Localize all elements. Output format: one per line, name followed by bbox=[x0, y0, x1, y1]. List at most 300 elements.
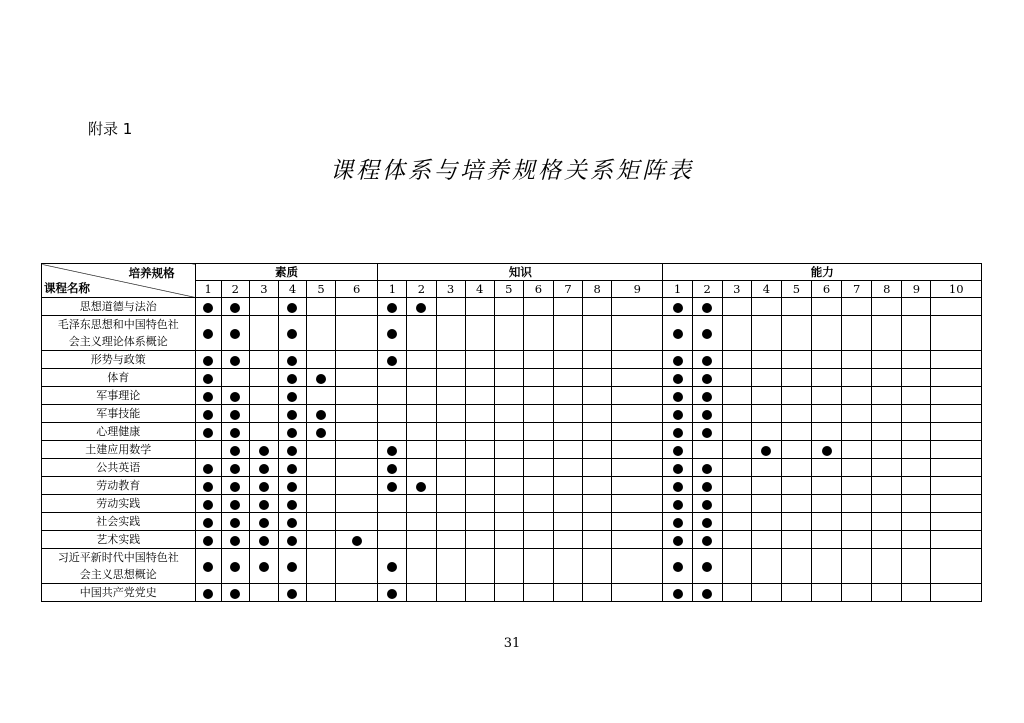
matrix-cell bbox=[553, 316, 582, 351]
matrix-cell bbox=[812, 513, 842, 531]
matrix-cell bbox=[612, 351, 663, 369]
relation-dot-icon bbox=[702, 518, 712, 528]
matrix-cell bbox=[465, 549, 494, 584]
relation-dot-icon bbox=[203, 482, 213, 492]
matrix-cell bbox=[722, 405, 751, 423]
matrix-cell bbox=[781, 298, 811, 316]
course-name-line: 毛泽东思想和中国特色社 bbox=[57, 318, 179, 331]
matrix-cell bbox=[407, 441, 436, 459]
matrix-cell bbox=[751, 369, 781, 387]
matrix-cell bbox=[378, 298, 407, 316]
matrix-cell bbox=[465, 423, 494, 441]
course-name bbox=[42, 531, 196, 549]
matrix-cell bbox=[842, 316, 872, 351]
matrix-cell bbox=[583, 423, 612, 441]
matrix-cell bbox=[465, 369, 494, 387]
matrix-cell bbox=[494, 298, 523, 316]
relation-dot-icon bbox=[203, 464, 213, 474]
relation-dot-icon bbox=[673, 589, 683, 599]
matrix-cell bbox=[812, 459, 842, 477]
relation-dot-icon bbox=[230, 482, 240, 492]
matrix-cell bbox=[336, 441, 378, 459]
matrix-cell bbox=[249, 405, 278, 423]
relation-dot-icon bbox=[316, 410, 326, 420]
relation-dot-icon bbox=[673, 356, 683, 366]
relation-dot-icon bbox=[230, 428, 240, 438]
relation-dot-icon bbox=[702, 464, 712, 474]
course-name bbox=[42, 584, 196, 602]
matrix-cell bbox=[195, 477, 221, 495]
matrix-cell bbox=[931, 531, 982, 549]
matrix-cell bbox=[663, 531, 692, 549]
matrix-cell bbox=[221, 423, 249, 441]
matrix-cell bbox=[583, 387, 612, 405]
relation-dot-icon bbox=[387, 589, 397, 599]
relation-dot-icon bbox=[702, 562, 712, 572]
column-number: 1 bbox=[378, 281, 407, 298]
matrix-cell bbox=[307, 441, 336, 459]
relation-dot-icon bbox=[702, 303, 712, 313]
matrix-cell bbox=[902, 459, 931, 477]
relation-dot-icon bbox=[230, 536, 240, 546]
matrix-cell bbox=[436, 316, 465, 351]
matrix-cell bbox=[407, 513, 436, 531]
course-name bbox=[42, 423, 196, 441]
course-name-line: 军事技能 bbox=[96, 407, 141, 420]
matrix-cell bbox=[195, 423, 221, 441]
matrix-cell bbox=[407, 477, 436, 495]
matrix-cell bbox=[692, 513, 722, 531]
relation-dot-icon bbox=[203, 589, 213, 599]
matrix-cell bbox=[378, 441, 407, 459]
matrix-cell bbox=[195, 549, 221, 584]
matrix-cell bbox=[407, 459, 436, 477]
relation-dot-icon bbox=[259, 518, 269, 528]
relation-dot-icon bbox=[673, 446, 683, 456]
relation-dot-icon bbox=[287, 500, 297, 510]
column-number: 2 bbox=[221, 281, 249, 298]
matrix-cell bbox=[494, 531, 523, 549]
group-header-knowledge: 知识 bbox=[378, 264, 663, 281]
relation-dot-icon bbox=[287, 589, 297, 599]
matrix-cell bbox=[612, 405, 663, 423]
matrix-cell bbox=[612, 387, 663, 405]
matrix-cell bbox=[872, 495, 902, 513]
matrix-cell bbox=[407, 351, 436, 369]
column-number: 5 bbox=[494, 281, 523, 298]
relation-dot-icon bbox=[203, 536, 213, 546]
matrix-cell bbox=[307, 495, 336, 513]
matrix-cell bbox=[195, 298, 221, 316]
matrix-cell bbox=[692, 405, 722, 423]
matrix-cell bbox=[872, 549, 902, 584]
matrix-cell bbox=[307, 549, 336, 584]
matrix-cell bbox=[781, 351, 811, 369]
matrix-cell bbox=[336, 531, 378, 549]
matrix-cell bbox=[336, 298, 378, 316]
matrix-cell bbox=[872, 477, 902, 495]
matrix-cell bbox=[842, 513, 872, 531]
matrix-cell bbox=[842, 549, 872, 584]
matrix-cell bbox=[842, 405, 872, 423]
relation-dot-icon bbox=[287, 482, 297, 492]
relation-dot-icon bbox=[702, 374, 712, 384]
matrix-cell bbox=[221, 477, 249, 495]
matrix-cell bbox=[307, 351, 336, 369]
relation-dot-icon bbox=[230, 518, 240, 528]
matrix-cell bbox=[553, 387, 582, 405]
matrix-cell bbox=[278, 549, 306, 584]
matrix-cell bbox=[931, 369, 982, 387]
relation-dot-icon bbox=[702, 329, 712, 339]
matrix-cell bbox=[494, 387, 523, 405]
relation-dot-icon bbox=[673, 500, 683, 510]
matrix-cell bbox=[407, 495, 436, 513]
matrix-cell bbox=[436, 298, 465, 316]
matrix-cell bbox=[902, 316, 931, 351]
matrix-cell bbox=[812, 477, 842, 495]
relation-dot-icon bbox=[287, 446, 297, 456]
matrix-cell bbox=[812, 298, 842, 316]
matrix-cell bbox=[812, 351, 842, 369]
relation-dot-icon bbox=[316, 428, 326, 438]
corner-cell bbox=[42, 264, 196, 298]
matrix-cell bbox=[722, 477, 751, 495]
matrix-cell bbox=[307, 531, 336, 549]
relation-dot-icon bbox=[259, 482, 269, 492]
matrix-cell bbox=[307, 584, 336, 602]
relation-dot-icon bbox=[702, 536, 712, 546]
matrix-cell bbox=[494, 584, 523, 602]
course-name bbox=[42, 549, 196, 584]
column-number: 7 bbox=[553, 281, 582, 298]
matrix-cell bbox=[612, 459, 663, 477]
matrix-cell bbox=[812, 584, 842, 602]
matrix-cell bbox=[692, 351, 722, 369]
matrix-cell bbox=[553, 584, 582, 602]
relation-dot-icon bbox=[259, 536, 269, 546]
matrix-cell bbox=[612, 549, 663, 584]
matrix-cell bbox=[931, 298, 982, 316]
matrix-cell bbox=[663, 298, 692, 316]
relation-dot-icon bbox=[673, 428, 683, 438]
matrix-cell bbox=[336, 495, 378, 513]
matrix-cell bbox=[663, 351, 692, 369]
matrix-cell bbox=[307, 477, 336, 495]
table-row bbox=[42, 405, 982, 423]
matrix-cell bbox=[278, 369, 306, 387]
course-name-line: 艺术实践 bbox=[96, 533, 141, 546]
matrix-cell bbox=[872, 459, 902, 477]
matrix-cell bbox=[195, 441, 221, 459]
relation-dot-icon bbox=[387, 464, 397, 474]
matrix-cell bbox=[663, 495, 692, 513]
matrix-cell bbox=[931, 477, 982, 495]
matrix-cell bbox=[553, 351, 582, 369]
course-name bbox=[42, 459, 196, 477]
relation-dot-icon bbox=[673, 464, 683, 474]
matrix-cell bbox=[612, 298, 663, 316]
relation-dot-icon bbox=[203, 303, 213, 313]
matrix-cell bbox=[465, 405, 494, 423]
matrix-cell bbox=[842, 531, 872, 549]
relation-dot-icon bbox=[259, 500, 269, 510]
matrix-cell bbox=[902, 513, 931, 531]
matrix-cell bbox=[842, 369, 872, 387]
relation-dot-icon bbox=[387, 303, 397, 313]
matrix-cell bbox=[465, 459, 494, 477]
course-name bbox=[42, 298, 196, 316]
relation-dot-icon bbox=[287, 374, 297, 384]
matrix-cell bbox=[722, 441, 751, 459]
matrix-cell bbox=[902, 584, 931, 602]
matrix-cell bbox=[812, 423, 842, 441]
matrix-cell bbox=[249, 495, 278, 513]
matrix-cell bbox=[523, 477, 553, 495]
matrix-cell bbox=[336, 387, 378, 405]
matrix-cell bbox=[751, 441, 781, 459]
matrix-cell bbox=[902, 441, 931, 459]
matrix-cell bbox=[278, 387, 306, 405]
matrix-cell bbox=[612, 441, 663, 459]
matrix-cell bbox=[902, 405, 931, 423]
relation-dot-icon bbox=[287, 428, 297, 438]
matrix-cell bbox=[842, 441, 872, 459]
matrix-cell bbox=[195, 351, 221, 369]
relation-dot-icon bbox=[673, 392, 683, 402]
matrix-cell bbox=[692, 423, 722, 441]
column-number: 8 bbox=[872, 281, 902, 298]
matrix-cell bbox=[465, 584, 494, 602]
relation-dot-icon bbox=[203, 562, 213, 572]
matrix-cell bbox=[523, 549, 553, 584]
course-name bbox=[42, 387, 196, 405]
relation-dot-icon bbox=[702, 410, 712, 420]
matrix-cell bbox=[692, 441, 722, 459]
matrix-cell bbox=[278, 423, 306, 441]
matrix-cell bbox=[221, 405, 249, 423]
matrix-cell bbox=[378, 584, 407, 602]
matrix-cell bbox=[407, 298, 436, 316]
relation-dot-icon bbox=[761, 446, 771, 456]
matrix-cell bbox=[842, 387, 872, 405]
matrix-cell bbox=[663, 387, 692, 405]
relation-dot-icon bbox=[316, 374, 326, 384]
matrix-cell bbox=[221, 369, 249, 387]
matrix-cell bbox=[553, 513, 582, 531]
table-row bbox=[42, 477, 982, 495]
matrix-cell bbox=[583, 513, 612, 531]
matrix-cell bbox=[249, 531, 278, 549]
matrix-cell bbox=[378, 459, 407, 477]
course-name bbox=[42, 369, 196, 387]
matrix-cell bbox=[553, 369, 582, 387]
matrix-cell bbox=[872, 405, 902, 423]
matrix-cell bbox=[751, 584, 781, 602]
matrix-cell bbox=[249, 351, 278, 369]
matrix-cell bbox=[553, 477, 582, 495]
relation-dot-icon bbox=[822, 446, 832, 456]
matrix-cell bbox=[872, 298, 902, 316]
course-name-line: 公共英语 bbox=[96, 461, 141, 474]
matrix-cell bbox=[722, 351, 751, 369]
relation-dot-icon bbox=[702, 356, 712, 366]
matrix-cell bbox=[872, 351, 902, 369]
matrix-cell bbox=[931, 584, 982, 602]
matrix-cell bbox=[722, 387, 751, 405]
relation-dot-icon bbox=[203, 518, 213, 528]
relation-dot-icon bbox=[259, 464, 269, 474]
matrix-cell bbox=[278, 513, 306, 531]
matrix-cell bbox=[812, 441, 842, 459]
matrix-cell bbox=[494, 369, 523, 387]
course-name-line: 军事理论 bbox=[96, 389, 141, 402]
matrix-cell bbox=[195, 531, 221, 549]
matrix-cell bbox=[583, 495, 612, 513]
table-row bbox=[42, 387, 982, 405]
matrix-cell bbox=[842, 584, 872, 602]
relation-dot-icon bbox=[673, 562, 683, 572]
matrix-cell bbox=[842, 423, 872, 441]
relation-dot-icon bbox=[203, 329, 213, 339]
matrix-cell bbox=[249, 513, 278, 531]
matrix-cell bbox=[872, 423, 902, 441]
relation-dot-icon bbox=[287, 518, 297, 528]
matrix-cell bbox=[692, 584, 722, 602]
matrix-cell bbox=[336, 459, 378, 477]
matrix-cell bbox=[842, 495, 872, 513]
matrix-cell bbox=[494, 405, 523, 423]
matrix-cell bbox=[812, 369, 842, 387]
matrix-cell bbox=[751, 549, 781, 584]
matrix-cell bbox=[221, 387, 249, 405]
matrix-cell bbox=[751, 387, 781, 405]
matrix-cell bbox=[902, 298, 931, 316]
course-name bbox=[42, 405, 196, 423]
matrix-cell bbox=[902, 549, 931, 584]
course-name-line: 习近平新时代中国特色社 bbox=[57, 551, 179, 564]
matrix-cell bbox=[751, 495, 781, 513]
relation-dot-icon bbox=[259, 562, 269, 572]
matrix-cell bbox=[336, 369, 378, 387]
table-row bbox=[42, 459, 982, 477]
column-number: 10 bbox=[931, 281, 982, 298]
matrix-cell bbox=[872, 316, 902, 351]
matrix-cell bbox=[781, 531, 811, 549]
matrix-cell bbox=[663, 369, 692, 387]
course-name-line: 劳动教育 bbox=[96, 479, 141, 492]
matrix-cell bbox=[494, 495, 523, 513]
matrix-cell bbox=[249, 459, 278, 477]
matrix-cell bbox=[523, 513, 553, 531]
column-number: 5 bbox=[307, 281, 336, 298]
matrix-cell bbox=[781, 316, 811, 351]
relation-dot-icon bbox=[287, 536, 297, 546]
matrix-cell bbox=[336, 423, 378, 441]
matrix-cell bbox=[663, 459, 692, 477]
matrix-cell bbox=[781, 405, 811, 423]
column-number: 6 bbox=[336, 281, 378, 298]
matrix-cell bbox=[612, 531, 663, 549]
matrix-cell bbox=[583, 298, 612, 316]
matrix-cell bbox=[336, 351, 378, 369]
matrix-cell bbox=[465, 513, 494, 531]
matrix-cell bbox=[583, 405, 612, 423]
matrix-cell bbox=[195, 459, 221, 477]
matrix-cell bbox=[553, 441, 582, 459]
relation-dot-icon bbox=[230, 392, 240, 402]
table-row bbox=[42, 423, 982, 441]
matrix-cell bbox=[307, 405, 336, 423]
relation-dot-icon bbox=[673, 303, 683, 313]
relation-dot-icon bbox=[673, 536, 683, 546]
matrix-cell bbox=[523, 369, 553, 387]
matrix-cell bbox=[931, 549, 982, 584]
matrix-cell bbox=[307, 316, 336, 351]
matrix-cell bbox=[465, 441, 494, 459]
relation-dot-icon bbox=[416, 303, 426, 313]
matrix-cell bbox=[692, 531, 722, 549]
relation-dot-icon bbox=[352, 536, 362, 546]
group-header-ability: 能力 bbox=[663, 264, 982, 281]
matrix-cell bbox=[494, 459, 523, 477]
relation-dot-icon bbox=[287, 356, 297, 366]
relation-dot-icon bbox=[702, 500, 712, 510]
matrix-cell bbox=[249, 584, 278, 602]
course-name bbox=[42, 513, 196, 531]
matrix-cell bbox=[812, 405, 842, 423]
matrix-cell bbox=[583, 477, 612, 495]
matrix-cell bbox=[378, 369, 407, 387]
matrix-cell bbox=[523, 584, 553, 602]
matrix-cell bbox=[436, 423, 465, 441]
relation-dot-icon bbox=[673, 482, 683, 492]
matrix-cell bbox=[436, 387, 465, 405]
relation-dot-icon bbox=[287, 410, 297, 420]
matrix-cell bbox=[436, 477, 465, 495]
table-row bbox=[42, 369, 982, 387]
matrix-cell bbox=[751, 423, 781, 441]
column-number: 2 bbox=[407, 281, 436, 298]
matrix-cell bbox=[195, 584, 221, 602]
matrix-cell bbox=[583, 316, 612, 351]
matrix-cell bbox=[553, 298, 582, 316]
column-number: 4 bbox=[278, 281, 306, 298]
course-name bbox=[42, 316, 196, 351]
matrix-cell bbox=[553, 495, 582, 513]
table-row bbox=[42, 298, 982, 316]
matrix-cell bbox=[722, 459, 751, 477]
matrix-cell bbox=[378, 405, 407, 423]
matrix-cell bbox=[494, 351, 523, 369]
matrix-cell bbox=[751, 298, 781, 316]
matrix-cell bbox=[378, 531, 407, 549]
matrix-cell bbox=[751, 459, 781, 477]
matrix-cell bbox=[722, 316, 751, 351]
matrix-cell bbox=[278, 459, 306, 477]
relation-dot-icon bbox=[230, 446, 240, 456]
matrix-cell bbox=[436, 584, 465, 602]
matrix-cell bbox=[842, 351, 872, 369]
matrix-cell bbox=[436, 513, 465, 531]
relation-matrix-table bbox=[41, 263, 982, 602]
matrix-cell bbox=[278, 441, 306, 459]
matrix-cell bbox=[751, 513, 781, 531]
matrix-cell bbox=[523, 298, 553, 316]
matrix-cell bbox=[751, 405, 781, 423]
matrix-cell bbox=[221, 531, 249, 549]
matrix-cell bbox=[336, 549, 378, 584]
